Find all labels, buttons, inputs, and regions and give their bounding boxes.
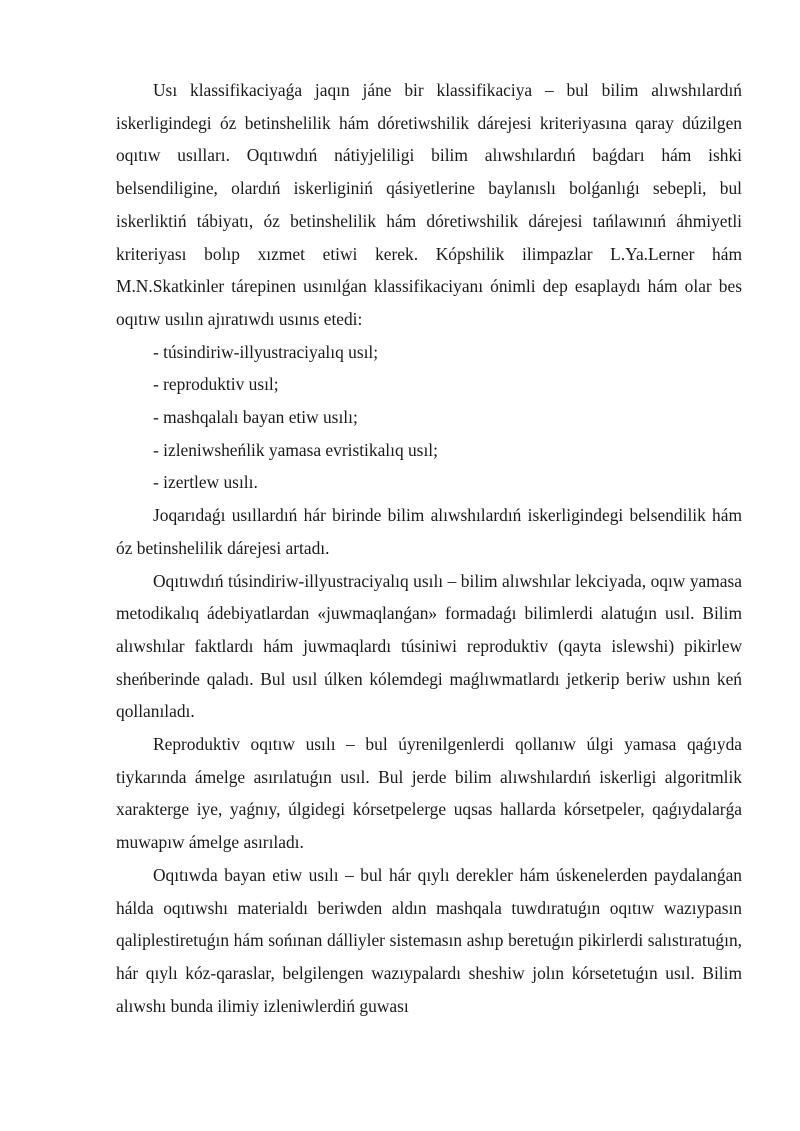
list-item: - mashqalalı bayan etiw usılı; — [153, 407, 358, 428]
paragraph-reproductive-method: Reproduktiv oqıtıw usılı – bul úyrenilgenlerdi qollanıw úlgi yamasa qaǵıyda tiykarında ámelge asırılatuǵın usıl. Bul jerde bilim alıwshılardıń iskerligi algoritmlik xarakterge iye, yaǵnıy, úlgidegi kórsetpelerge uqsas hallarda kórsetpeler, qaǵıydalarǵa muwapıw ámelge asırıladı. — [116, 734, 742, 853]
document-body — [116, 74, 742, 1022]
list-item: - túsindiriw-illyustraciyalıq usıl; — [153, 341, 379, 362]
list-item: - izleniwsheńlik yamasa evristikalıq usıl; — [153, 439, 438, 460]
list-item: - izertlew usılı. — [153, 472, 258, 493]
paragraph-activity: Joqarıdaǵı usıllardıń hár birinde bilim alıwshılardıń iskerligindegi belsendilik hám óz betinshelilik dárejesi artadı. — [116, 505, 742, 558]
list-item: - reproduktiv usıl; — [153, 374, 279, 395]
paragraph-explanatory-method: Oqıtıwdıń túsindiriw-illyustraciyalıq usılı – bilim alıwshılar lekciyada, oqıw yamasa metodikalıq ádebiyatlardan «juwmaqlanǵan» formadaǵı bilimlerdi alatuǵın usıl. Bilim alıwshılar faktlardı hám juwmaqlardı túsiniwi reproduktiv (qayta islewshi) pikirlew sheńberinde qaladı. Bul usıl úlken kólemdegi maǵlıwmatlardı jetkerip beriw ushın keń qollanıladı. — [116, 570, 742, 722]
paragraph-intro: Usı klassifikaciyaǵa jaqın jáne bir klassifikaciya – bul bilim alıwshılardıń iskerligindegi óz betinshelilik hám dóretiwshilik dárejesi kriteriyasına qaray dúzilgen oqıtıw usılları. Oqıtıwdıń nátiyjeliligi bilim alıwshılardıń baǵdarı hám ishki belsendiligine, olardıń iskerliginiń qásiyetlerine baylanıslı bolǵanlıǵı sebepli, bul iskerliktiń tábiyatı, óz betinshelilik hám dóretiwshilik dárejesi tańlawınıń áhmiyetli kriteriyası bolıp xızmet etiwi kerek. Kópshilik ilimpazlar L.Ya.Lerner hám M.N.Skatkinler tárepinen usınılǵan klassifikaciyanı ónimli dep esaplaydı hám olar bes oqıtıw usılın ajıratıwdı usınıs etedi: — [116, 80, 742, 329]
paragraph-problem-method: Oqıtıwda bayan etiw usılı – bul hár qıylı derekler hám úskenelerden paydalanǵan hálda oqıtıwshı materialdı beriwden aldın mashqala tuwdıratuǵın oqıtıw wazıypasın qaliplestiretuǵın hám sońınan dálliyler sistemasın ashıp beretuǵın pikirlerdi salıstıratuǵın, hár qıylı kóz-qaraslar, belgilengen wazıypalardı sheshiw jolın kórsetetuǵın usıl. Bilim alıwshı bunda ilimiy izleniwlerdiń guwası — [116, 864, 742, 1016]
